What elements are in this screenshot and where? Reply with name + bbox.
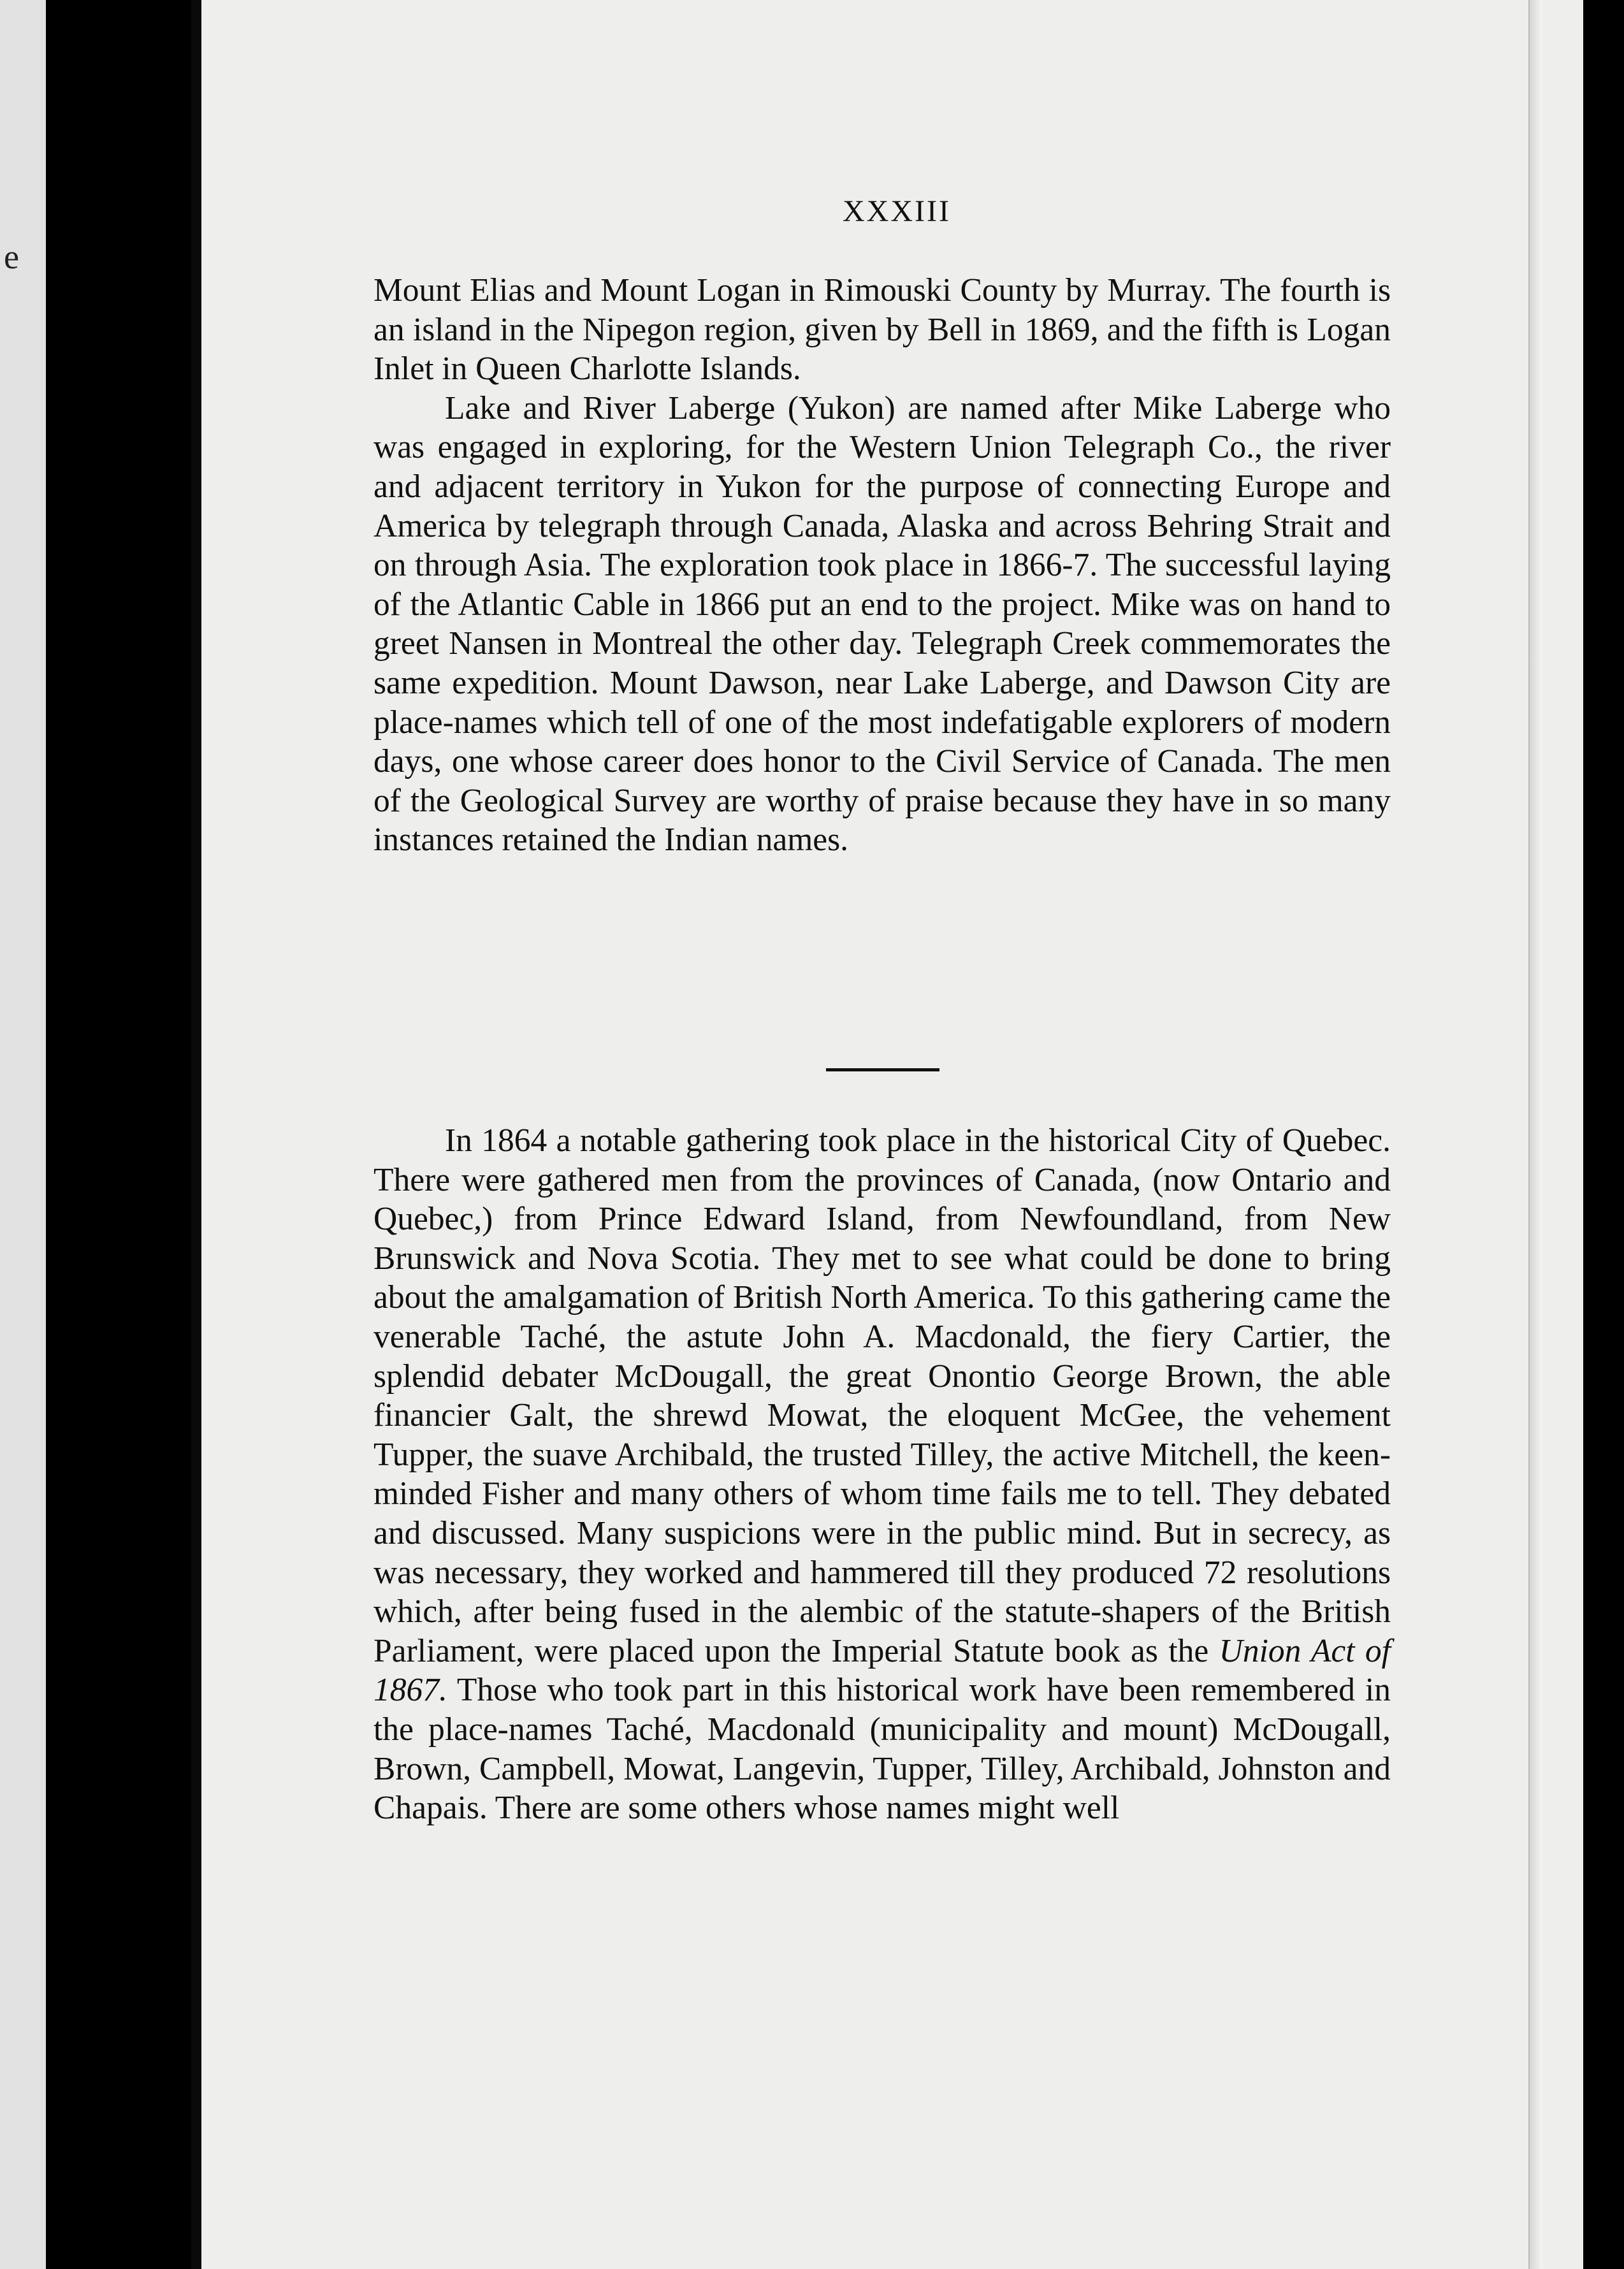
paragraph-text-end: Those who took part in this historical work have been remembered in the place-names Taché, Macdonald (municipality and mount) McDougall, Brown, Campbell, Mowat, Langevin, Tupper, Tilley, Archibald, Johnston and Chapais. There are some others whose names might well [373,1672,1391,1827]
page-number: XXXIII [843,194,951,228]
union-act-title: Union Act of 1867. [373,1632,1391,1709]
paragraph-quebec-conference [373,1121,1391,1828]
section-one [373,271,1391,860]
paragraph-text-start: In 1864 a notable gathering took place in the historical City of Quebec. There were gathered men from the provinces of Canada, (now Ontario and Quebec,) from Prince Edward Island, from Newfoundland, from New Brunswick and Nova Scotia. They met to see what could be done to bring about the amalgamation of British North America. To this gathering came the venerable Taché, the astute John A. Macdonald, the fiery Cartier, the splendid debater McDougall, the great Onontio George Brown, the able financier Galt, the shrewd Mowat, the eloquent McGee, the vehement Tupper, the suave Archibald, the trusted Tilley, the active Mitchell, the keen-minded Fisher and many others of whom time fails me to tell. They debated and discussed. Many suspicions were in the public mind. But in secrecy, as was necessary, they worked and hammered till they produced 72 resolutions which, after being fused in the alembic of the statute-shapers of the British Parliament, were placed upon the Imperial Statute book as the [373,1122,1391,1669]
section-two [373,1121,1391,1828]
paragraph-laberge: Lake and River Laberge (Yukon) are named after Mike Laberge who was engaged in exploring, for the Western Union Telegraph Co., the river and adjacent territory in Yukon for the purpose of connecting Europe and America by telegraph through Canada, Alaska and across Behring Strait and on through Asia. The exploration took place in 1866-7. The successful laying of the Atlantic Cable in 1866 put an end to the project. Mike was on hand to greet Nansen in Montreal the other day. Telegraph Creek commemorates the same expedition. Mount Dawson, near Lake Laberge, and Dawson City are place-names which tell of one of the most indefatigable explorers of modern days, one whose career does honor to the Civil Service of Canada. The men of the Geological Survey are worthy of praise because they have in so many instances retained the Indian names. [373,389,1391,859]
binding-shadow [191,0,201,2269]
book-page [201,0,1583,2269]
adjacent-page-glyph: e [4,238,19,276]
paragraph-logan-continued: Mount Elias and Mount Logan in Rimouski County by Murray. The fourth is an island in the Nipegon region, given by Bell in 1869, and the fifth is Logan Inlet in Queen Charlotte Islands. [373,272,1391,388]
adjacent-page-sliver [0,0,46,2269]
page-edge [1528,0,1542,2269]
section-divider [826,1068,939,1071]
